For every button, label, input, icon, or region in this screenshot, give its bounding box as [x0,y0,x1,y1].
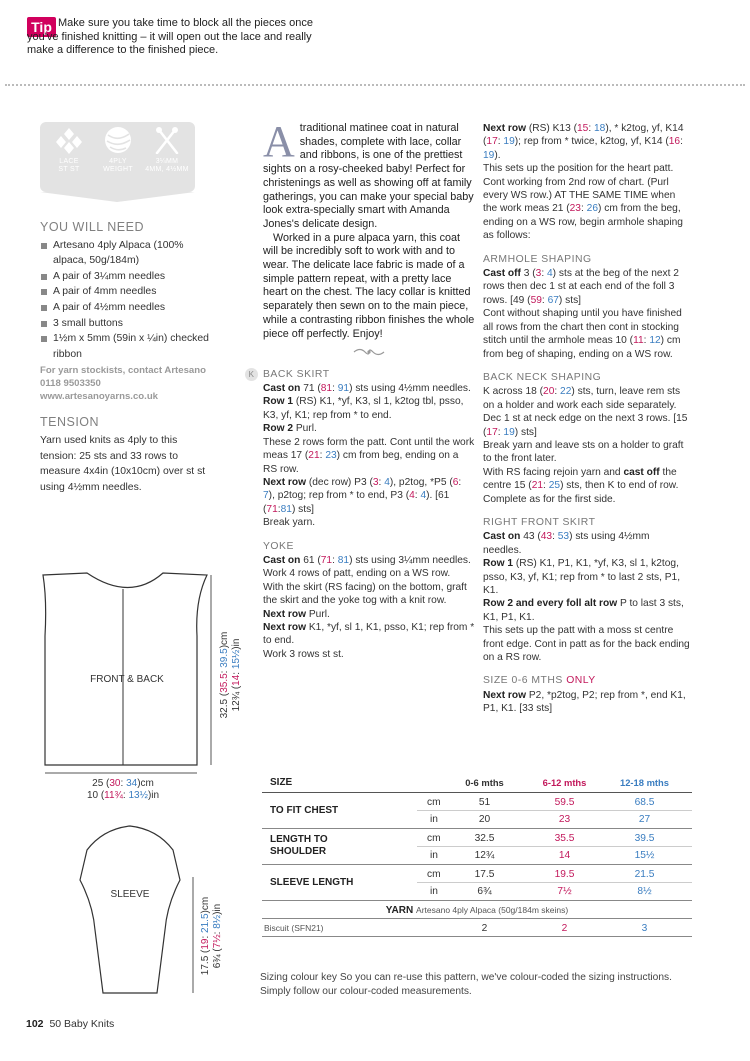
yoke-text: Cast on 61 (71: 81) sts using 3¼mm needles. Work 4 rows of patt, ending on a WS row. With the skirt (RS facing) on the bottom, graft the skirt and the yoke tog with a knit row. Next row Purl. Next row K1, *yf, sl 1, K1, psso, K1; rep from * to end. Work 3 rows st st. [263,554,475,660]
drop-cap: A [263,117,295,166]
you-will-need-heading: YOU WILL NEED [40,220,144,234]
tension-heading: TENSION [40,415,100,430]
value: 39.5 [634,833,655,844]
ornament-icon [263,347,475,361]
table-row [262,919,692,937]
value: 21.5 [634,869,655,880]
value: 59.5 [554,797,575,808]
front-back-label: FRONT & BACK [90,674,164,685]
badge-weight [93,126,143,174]
row-label: LENGTH TO SHOULDER [270,834,328,857]
list-item: A pair of 4½mm needles [40,300,210,316]
value: 32.5 [474,833,495,844]
list-item: A pair of 3¼mm needles [40,269,210,285]
garment-outline [43,573,207,765]
row-label: SLEEVE LENGTH [270,877,354,888]
stockists: For yarn stockists, contact Artesano 0118 9503350 www.artesanoyarns.co.uk [40,365,206,403]
list-item: A pair of 4mm needles [40,284,210,300]
left-column [40,220,210,495]
badge-needles [142,126,192,174]
size-header: SIZE [270,777,293,788]
badge-needles-line1: 3¼MM [155,158,179,165]
unit-cm: cm [427,833,441,844]
table-row [262,829,692,865]
tension-text: Yarn used knits as 4ply to this tension: 25 sts and 33 rows to measure 4x4in (10x10cm) over st st using 4½mm needles. [40,434,206,493]
badge-needles-line2: 4MM, 4½MM [145,166,189,173]
lace-icon [56,126,82,154]
back-skirt-title: BACK SKIRT [263,368,330,380]
unit-cm: cm [427,869,441,880]
right-column-text: Next row (RS) K13 (15: 18), * k2tog, yf, K14 (17: 19); rep from * twice, k2tog, yf, K14 (16: 19). This sets up the position for the heart patt. Cont working from 2nd row of chart. (Purl every WS row.) AT THE SAME TIME when the work meas 21 (23: 26) cm from the beg, ending on a WS row, begin armhole shaping as follows: [483,123,684,242]
folio [26,1018,114,1031]
size-col-2: 6-12 mths [542,777,587,788]
right-column [483,122,690,716]
front-back-diagram [35,560,250,810]
value: 17.5 [474,869,495,880]
list-item: 3 small buttons [40,316,210,332]
yoke-heading: YOKE [263,540,294,552]
yarn-label: YARN [385,905,414,916]
yarn-desc: Artesano 4ply Alpaca (50g/184m skeins) [416,905,569,915]
intro-paragraph-2: Worked in a pure alpaca yarn, this coat will be incredibly soft to work with and to wear. The delicate lace fabric is made of a simple pattern repeat, with a pretty lace heart on the chest. The lacy collar is knitted separately then sewn on to the main piece, while a contrasting ribbon finishes the whole piece off perfectly. Enjoy! [263,231,475,340]
tip-badge: Tip [27,17,56,37]
armhole-heading: ARMHOLE SHAPING [483,253,592,265]
yarn-colour: Biscuit (SFN21) [264,923,324,933]
value: 8½ [637,886,652,897]
value: 6¾ [477,886,492,897]
unit-cm: cm [427,797,441,808]
badge-lace-line1: LACE [59,158,79,165]
value: 20 [478,814,491,825]
size06-heading: SIZE 0-6 MTHS ONLY [483,675,596,687]
table-header [262,776,692,793]
height-in-label: 12¾ (14: 15½)in [231,638,242,712]
value: 23 [558,814,571,825]
unit-in: in [430,850,438,861]
unit-in: in [430,814,438,825]
right-front-heading: RIGHT FRONT SKIRT [483,516,596,528]
yarn-ball-icon [104,126,132,154]
sleeve-diagram [75,815,245,1005]
size-col-3: 12-18 mths [620,777,669,788]
info-badges [40,122,195,192]
size06-text: Next row P2, *p2tog, P2; rep from *, end K1, P1, K1. [33 sts] [483,689,686,715]
value: 19.5 [554,869,575,880]
value: 2 [561,923,568,934]
value: 7½ [557,886,572,897]
width-cm-label: 25 (30: 34)cm [92,778,154,789]
sleeve-cm-label: 17.5 (19: 21.5)cm [200,896,211,976]
value: 27 [638,814,651,825]
badge-lace-line2: ST ST [58,166,80,173]
value: 14 [558,850,571,861]
tip-text: Make sure you take time to block all the pieces once you've finished knitting – it will open out the lace and really make a difference to the finished piece. [27,17,313,57]
size-col-1: 0-6 mths [465,777,504,788]
badge-weight-line1: 4PLY [109,158,127,165]
armhole-text: Cast off 3 (3: 4) sts at the beg of the next 2 rows then dec 1 st at each end of the foll 3 rows. [49 (59: 67) sts] Cont without shaping until you have finished all rows from the chart then cont in stocking stitch until the armhole meas 10 (11: 12) cm from beg of shaping, ending on a WS row. [483,268,682,360]
back-neck-heading: BACK NECK SHAPING [483,371,602,383]
badge-lace [44,126,94,174]
sizing-colour-key: Sizing colour key So you can re-use this pattern, we've colour-coded the sizing instructions. Simply follow our colour-coded measurements. [260,972,672,997]
value: 35.5 [554,833,575,844]
sleeve-in-label: 6¾ (7½: 8½)in [212,903,223,969]
back-neck-text: K across 18 (20: 22) sts, turn, leave rem sts on a holder and work each side separately. Dec 1 st at neck edge on the next 3 rows. [15 (17: 19) sts] Break yarn and leave sts on a holder to graft to the front later. With RS facing rejoin yarn and cast off the centre 15 (21: 25) sts, then K to end of row. Complete as for the first side. [483,386,688,505]
intro [263,117,475,341]
section-marker: K [245,368,258,381]
value: 12¾ [474,850,495,861]
list-item: Artesano 4ply Alpaca (100% alpaca, 50g/184m) [40,238,210,269]
back-skirt-text: Cast on 71 (81: 91) sts using 4½mm needles. Row 1 (RS) K1, *yf, K3, sl 1, k2tog tbl, psso, K3, yf, K1; rep from * to end. Row 2 Purl. These 2 rows form the patt. Cont until the work meas 17 (21: 23) cm from beg, ending on a RS row. Next row (dec row) P3 (3: 4), p2tog, *P5 (6: 7), p2tog; rep from * to end, P3 (4: 4). [61 (71:81) sts] Break yarn. [263,383,475,529]
value: 51 [478,797,491,808]
dotted-divider [5,84,745,86]
unit-in: in [430,886,438,897]
materials-list [40,238,210,363]
value: 2 [481,923,488,934]
value: 15½ [634,850,655,861]
back-skirt-heading [248,368,475,381]
value: 68.5 [634,797,655,808]
yarn-header-row [262,901,692,919]
value: 3 [641,923,648,934]
page-number: 102 [26,1018,44,1030]
needles-icon [153,126,181,154]
publication-title: 50 Baby Knits [49,1018,115,1030]
sleeve-outline [80,826,180,993]
right-front-text: Cast on 43 (43: 53) sts using 4½mm needles. Row 1 (RS) K1, P1, K1, *yf, K3, sl 1, k2tog, psso, K3, yf, K1; rep from * to last 2 sts, P1, K1. Row 2 and every foll alt row P to last 3 sts, K1, P1, K1. This sets up the patt with a moss st centre front edge. Cont in patt as for the back ending on a RS row. [483,531,690,664]
sleeve-label: SLEEVE [110,889,150,900]
table-row [262,865,692,901]
intro-paragraph-1: traditional matinee coat in natural shades, complete with lace, collar and ribbons, is one of the prettiest sights on a rosy-cheeked baby! Perfect for christenings as well as showing off at family gatherings, you can make your special baby look extra-specially smart with Amanda Jones's delicate design. [263,122,474,230]
row-label: TO FIT CHEST [270,805,339,816]
table-row [262,793,692,829]
width-in-label: 10 (11¾: 13½)in [86,790,160,801]
middle-column [248,117,475,661]
badge-weight-line2: WEIGHT [103,166,133,173]
size-table [262,776,692,937]
list-item: 1½m x 5mm (59in x ¼in) checked ribbon [40,331,210,362]
height-cm-label: 32.5 (35.5: 39.5)cm [219,631,230,719]
